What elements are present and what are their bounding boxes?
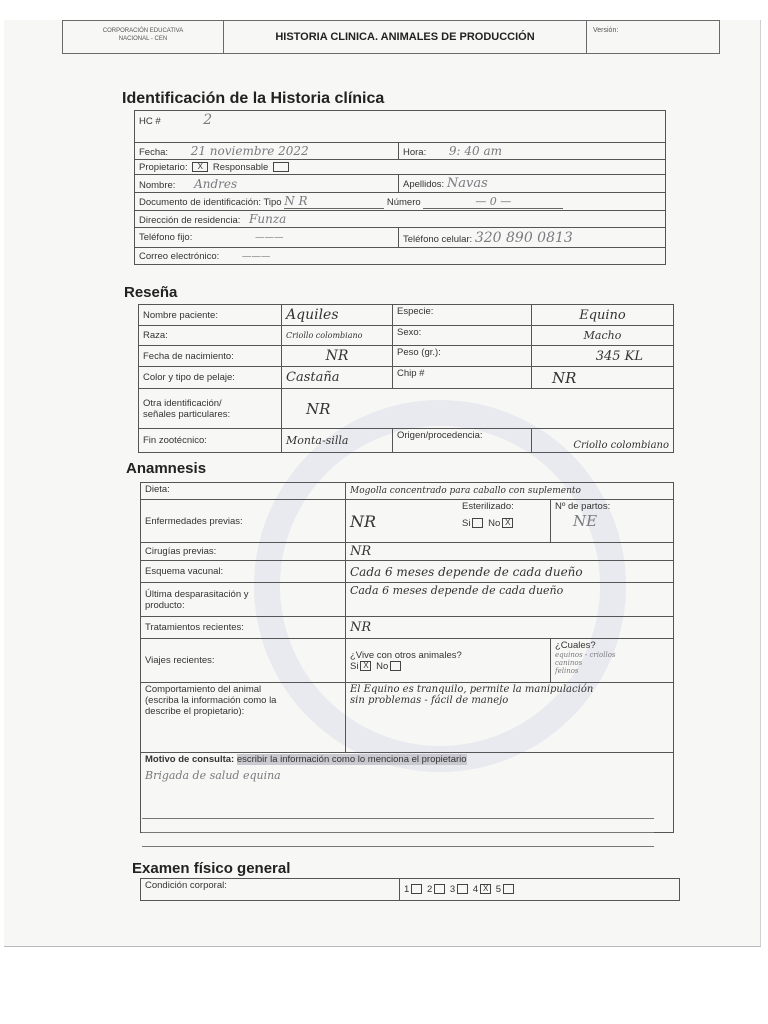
responsable-checkbox[interactable] — [273, 162, 289, 172]
opt3-label: 3 — [449, 884, 456, 895]
fin-label: Fin zootécnico: — [139, 429, 282, 453]
esterilizado-si-checkbox[interactable] — [472, 518, 483, 528]
chip-value: NR — [532, 367, 674, 389]
org-line-1: CORPORACIÓN EDUCATIVA — [102, 28, 184, 34]
raza-label: Raza: — [139, 326, 282, 346]
form-header — [62, 20, 720, 54]
opt4-checkbox[interactable]: X — [480, 884, 491, 894]
dieta-label: Dieta: — [141, 483, 346, 500]
condicion-options — [400, 879, 680, 901]
enfermedades-label: Enfermedades previas: — [141, 500, 346, 543]
org-name — [63, 21, 224, 53]
opt4-label: 4 — [472, 884, 479, 895]
apellidos-label: Apellidos: — [403, 179, 445, 190]
vive-no-checkbox[interactable] — [390, 661, 401, 671]
comportamiento-label-line-2: (escriba la información como la — [145, 695, 277, 706]
desparasitacion-label — [141, 583, 346, 617]
telefono-celular-label: Teléfono celular: — [403, 233, 473, 245]
fecha-nacimiento-value: NR — [282, 346, 393, 367]
partos-cell — [551, 500, 674, 543]
cuales-cell — [551, 639, 674, 683]
comportamiento-label-line-3: describe el propietario): — [145, 706, 245, 717]
examen-table — [140, 878, 680, 901]
form-sheet — [4, 20, 761, 947]
opt3-checkbox[interactable] — [457, 884, 468, 894]
telefono-fijo-cell — [135, 228, 399, 248]
cuales-value-1: equinos - criollos — [555, 651, 616, 659]
cirugias-label: Cirugías previas: — [141, 543, 346, 561]
sexo-label: Sexo: — [393, 326, 532, 346]
cuales-value-2: caninos — [555, 659, 583, 667]
resena-table — [138, 304, 674, 453]
motivo-value: Brigada de salud equina — [145, 769, 281, 782]
fecha-cell — [135, 143, 399, 160]
fecha-label: Fecha: — [139, 147, 169, 158]
especie-value: Equino — [532, 305, 674, 326]
cuales-label: ¿Cuales? — [555, 640, 596, 651]
color-value: Castaña — [282, 367, 393, 389]
hc-value: 2 — [203, 112, 213, 128]
direccion-cell — [135, 211, 666, 228]
opt1-label: 1 — [404, 884, 410, 895]
vive-label: ¿Vive con otros animales? — [350, 649, 462, 661]
origen-label: Origen/procedencia: — [393, 429, 532, 453]
nombre-paciente-value: Aquiles — [282, 305, 393, 326]
section-title-anamnesis: Anamnesis — [126, 460, 207, 477]
opt5-checkbox[interactable] — [503, 884, 514, 894]
documento-label: Documento de identificación: Tipo — [139, 197, 282, 208]
hora-value: 9: 40 am — [448, 144, 502, 158]
propietario-checkbox[interactable]: X — [192, 162, 208, 172]
form-title: HISTORIA CLINICA. ANIMALES DE PRODUCCIÓN — [275, 31, 535, 43]
identificacion-table — [134, 110, 666, 265]
telefono-celular-value: 320 890 0813 — [474, 229, 573, 246]
origen-value: Criollo colombiano — [532, 429, 674, 453]
otra-identificacion-label — [139, 389, 282, 429]
desparasitacion-label-line-1: Última desparasitación y — [145, 588, 249, 600]
fecha-nacimiento-label: Fecha de nacimiento: — [139, 346, 282, 367]
esterilizado-options — [462, 518, 546, 529]
esterilizado-cell — [458, 500, 551, 543]
propietario-cell — [135, 160, 666, 175]
section-title-examen: Examen físico general — [132, 860, 291, 877]
fin-value: Monta-silla — [282, 429, 393, 453]
especie-label: Especie: — [393, 305, 532, 326]
motivo-cell — [141, 753, 674, 833]
peso-value: 345 KL — [532, 346, 674, 367]
partos-label: Nº de partos: — [555, 501, 611, 512]
section-title-identificacion: Identificación de la Historia clínica — [122, 90, 385, 107]
opt2-label: 2 — [426, 884, 433, 895]
sexo-value: Macho — [532, 326, 674, 346]
partos-value: NE — [573, 512, 598, 530]
esterilizado-no-checkbox[interactable]: X — [502, 518, 513, 528]
esterilizado-si-label: Si — [462, 518, 471, 529]
comportamiento-value-line-1: El Equino es tranquilo, permite la manipulación — [350, 684, 594, 695]
motivo-line-1 — [142, 818, 654, 819]
tratamientos-value: NR — [346, 617, 674, 639]
numero-label: Número — [386, 197, 421, 208]
cuales-value-3: felinos — [555, 667, 579, 675]
apellidos-cell — [399, 175, 666, 193]
correo-cell — [135, 248, 666, 265]
comportamiento-label-line-1: Comportamiento del animal — [145, 684, 262, 695]
nombre-label: Nombre: — [139, 179, 176, 191]
vive-cell — [346, 639, 551, 683]
vive-si-label: Si — [350, 660, 359, 672]
fecha-value: 21 noviembre 2022 — [190, 144, 309, 158]
version-label: Versión: — [586, 21, 719, 53]
hc-label: HC # — [139, 116, 161, 127]
opt1-checkbox[interactable] — [411, 884, 422, 894]
peso-label: Peso (gr.): — [393, 346, 532, 367]
apellidos-value: Navas — [446, 176, 488, 191]
dieta-value: Mogolla concentrado para caballo con suplemento — [346, 483, 674, 500]
vive-options — [350, 661, 546, 672]
vive-no-label: No — [376, 660, 389, 672]
correo-value: ——— — [241, 250, 271, 262]
numero-value: — 0 — — [423, 195, 563, 209]
org-line-2: NACIONAL - CEN — [118, 36, 168, 42]
chip-label: Chip # — [393, 367, 532, 389]
hora-cell — [399, 143, 666, 160]
documento-cell — [135, 193, 666, 211]
nombre-value: Andres — [194, 176, 238, 191]
esterilizado-no-label: No — [488, 518, 501, 529]
enfermedades-value: NR — [346, 500, 459, 543]
otra-label-line-1: Otra identificación/ — [143, 397, 222, 409]
desparasitacion-value: Cada 6 meses depende de cada dueño — [346, 583, 674, 617]
direccion-label: Dirección de residencia: — [139, 215, 241, 226]
vacunal-label: Esquema vacunal: — [141, 561, 346, 583]
hora-label: Hora: — [403, 147, 427, 158]
responsable-label: Responsable — [212, 161, 269, 173]
otra-label-line-2: señales particulares: — [143, 408, 231, 420]
nombre-paciente-label: Nombre paciente: — [139, 305, 282, 326]
propietario-label: Propietario: — [139, 161, 188, 173]
documento-tipo-value: N R — [284, 194, 384, 209]
tratamientos-label: Tratamientos recientes: — [141, 617, 346, 639]
color-label: Color y tipo de pelaje: — [139, 367, 282, 389]
raza-value: Criollo colombiano — [282, 326, 393, 346]
esterilizado-label: Esterilizado: — [462, 501, 514, 512]
telefono-fijo-label: Teléfono fijo: — [139, 232, 193, 243]
comportamiento-value-line-2: sin problemas - fácil de manejo — [350, 695, 509, 706]
section-title-resena: Reseña — [124, 284, 178, 301]
motivo-label: Motivo de consulta: — [145, 754, 235, 765]
comportamiento-value — [346, 683, 674, 753]
motivo-line-3 — [142, 846, 654, 847]
hc-cell — [135, 111, 666, 143]
opt2-checkbox[interactable] — [434, 884, 445, 894]
anamnesis-table — [140, 482, 674, 833]
otra-identificacion-value: NR — [282, 389, 674, 429]
correo-label: Correo electrónico: — [139, 250, 220, 262]
vacunal-value: Cada 6 meses depende de cada dueño — [346, 561, 674, 583]
telefono-fijo-value: ——— — [254, 232, 284, 243]
cirugias-value: NR — [346, 543, 674, 561]
opt5-label: 5 — [495, 884, 502, 895]
motivo-instruction: escribir la información como lo menciona el propietario — [236, 754, 467, 765]
viajes-label: Viajes recientes: — [141, 639, 346, 683]
nombre-cell — [135, 175, 399, 193]
telefono-celular-cell — [399, 228, 666, 248]
condicion-label: Condición corporal: — [141, 879, 400, 901]
vive-si-checkbox[interactable]: X — [360, 661, 371, 671]
comportamiento-label — [141, 683, 346, 753]
motivo-line-2 — [142, 832, 654, 833]
desparasitacion-label-line-2: producto: — [145, 599, 185, 611]
direccion-value: Funza — [249, 212, 287, 226]
